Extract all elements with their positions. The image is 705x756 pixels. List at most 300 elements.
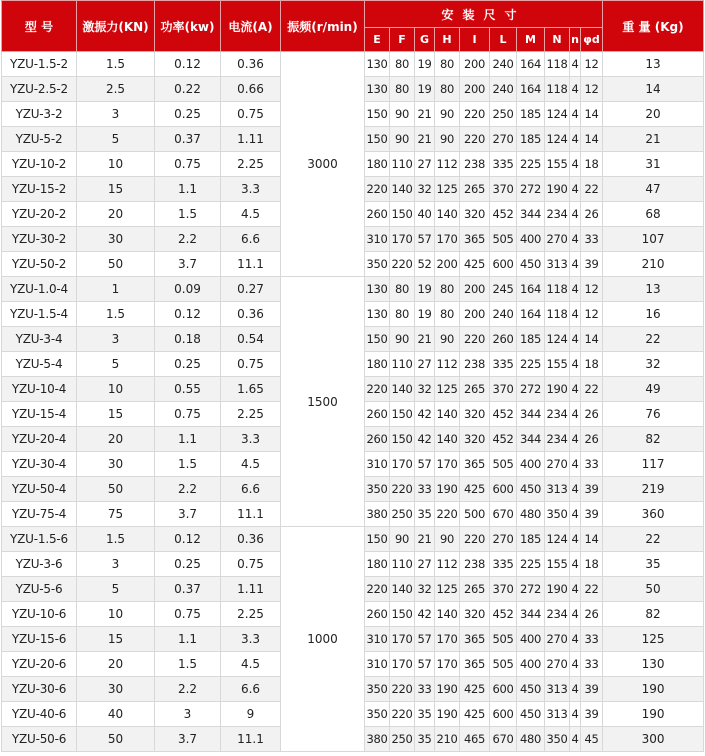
dimension-cell: 18 bbox=[581, 352, 603, 377]
weight-cell: 22 bbox=[603, 527, 704, 552]
dimension-cell: 90 bbox=[435, 327, 460, 352]
dimension-cell: 124 bbox=[545, 127, 570, 152]
dimension-cell: 272 bbox=[517, 177, 545, 202]
model-cell: YZU-1.5-2 bbox=[2, 52, 77, 77]
dimension-cell: 452 bbox=[490, 427, 517, 452]
dimension-cell: 26 bbox=[581, 427, 603, 452]
dimension-cell: 12 bbox=[581, 77, 603, 102]
dimension-cell: 4 bbox=[570, 102, 581, 127]
current-cell: 4.5 bbox=[221, 452, 281, 477]
current-cell: 1.11 bbox=[221, 577, 281, 602]
dimension-cell: 350 bbox=[365, 477, 390, 502]
dimension-cell: 313 bbox=[545, 702, 570, 727]
dimension-cell: 185 bbox=[517, 127, 545, 152]
dimension-cell: 600 bbox=[490, 252, 517, 277]
dimension-cell: 18 bbox=[581, 152, 603, 177]
dimension-cell: 12 bbox=[581, 302, 603, 327]
weight-cell: 82 bbox=[603, 602, 704, 627]
model-cell: YZU-10-6 bbox=[2, 602, 77, 627]
dimension-cell: 600 bbox=[490, 702, 517, 727]
power-cell: 3.7 bbox=[155, 502, 221, 527]
dimension-cell: 480 bbox=[517, 727, 545, 752]
dimension-cell: 600 bbox=[490, 677, 517, 702]
model-cell: YZU-50-6 bbox=[2, 727, 77, 752]
power-cell: 0.75 bbox=[155, 602, 221, 627]
dimension-cell: 57 bbox=[415, 627, 435, 652]
model-cell: YZU-15-2 bbox=[2, 177, 77, 202]
header-dim-9: φd bbox=[581, 28, 603, 52]
dimension-cell: 320 bbox=[460, 202, 490, 227]
power-cell: 2.2 bbox=[155, 677, 221, 702]
current-cell: 0.36 bbox=[221, 52, 281, 77]
table-row bbox=[2, 527, 704, 552]
force-cell: 30 bbox=[77, 227, 155, 252]
dimension-cell: 220 bbox=[365, 177, 390, 202]
power-cell: 0.37 bbox=[155, 577, 221, 602]
dimension-cell: 600 bbox=[490, 477, 517, 502]
dimension-cell: 39 bbox=[581, 677, 603, 702]
dimension-cell: 32 bbox=[415, 177, 435, 202]
dimension-cell: 112 bbox=[435, 152, 460, 177]
dimension-cell: 18 bbox=[581, 552, 603, 577]
dimension-cell: 190 bbox=[545, 177, 570, 202]
dimension-cell: 310 bbox=[365, 627, 390, 652]
force-cell: 50 bbox=[77, 477, 155, 502]
dimension-cell: 140 bbox=[390, 577, 415, 602]
model-cell: YZU-3-6 bbox=[2, 552, 77, 577]
power-cell: 1.1 bbox=[155, 177, 221, 202]
current-cell: 2.25 bbox=[221, 602, 281, 627]
power-cell: 1.1 bbox=[155, 427, 221, 452]
force-cell: 3 bbox=[77, 327, 155, 352]
current-cell: 11.1 bbox=[221, 727, 281, 752]
force-cell: 10 bbox=[77, 602, 155, 627]
weight-cell: 107 bbox=[603, 227, 704, 252]
dimension-cell: 505 bbox=[490, 227, 517, 252]
dimension-cell: 32 bbox=[415, 377, 435, 402]
dimension-cell: 4 bbox=[570, 52, 581, 77]
dimension-cell: 210 bbox=[435, 727, 460, 752]
dimension-cell: 344 bbox=[517, 602, 545, 627]
header-dim-5: L bbox=[490, 28, 517, 52]
weight-cell: 32 bbox=[603, 352, 704, 377]
dimension-cell: 220 bbox=[365, 577, 390, 602]
dimension-cell: 40 bbox=[415, 202, 435, 227]
dimension-cell: 57 bbox=[415, 652, 435, 677]
dimension-cell: 39 bbox=[581, 502, 603, 527]
force-cell: 2.5 bbox=[77, 77, 155, 102]
force-cell: 50 bbox=[77, 252, 155, 277]
model-cell: YZU-75-4 bbox=[2, 502, 77, 527]
dimension-cell: 265 bbox=[460, 177, 490, 202]
dimension-cell: 225 bbox=[517, 152, 545, 177]
dimension-cell: 170 bbox=[390, 627, 415, 652]
dimension-cell: 4 bbox=[570, 402, 581, 427]
force-cell: 50 bbox=[77, 727, 155, 752]
current-cell: 0.36 bbox=[221, 302, 281, 327]
dimension-cell: 220 bbox=[365, 377, 390, 402]
model-cell: YZU-50-4 bbox=[2, 477, 77, 502]
force-cell: 20 bbox=[77, 427, 155, 452]
power-cell: 0.12 bbox=[155, 52, 221, 77]
weight-cell: 16 bbox=[603, 302, 704, 327]
dimension-cell: 270 bbox=[545, 452, 570, 477]
dimension-cell: 4 bbox=[570, 527, 581, 552]
force-cell: 1.5 bbox=[77, 527, 155, 552]
dimension-cell: 505 bbox=[490, 627, 517, 652]
dimension-cell: 155 bbox=[545, 152, 570, 177]
dimension-cell: 270 bbox=[490, 127, 517, 152]
current-cell: 11.1 bbox=[221, 252, 281, 277]
dimension-cell: 155 bbox=[545, 552, 570, 577]
header-dim-0: E bbox=[365, 28, 390, 52]
dimension-cell: 130 bbox=[365, 302, 390, 327]
force-cell: 15 bbox=[77, 402, 155, 427]
power-cell: 1.5 bbox=[155, 452, 221, 477]
dimension-cell: 4 bbox=[570, 377, 581, 402]
dimension-cell: 90 bbox=[390, 527, 415, 552]
current-cell: 3.3 bbox=[221, 177, 281, 202]
header-force: 激振力(KN) bbox=[77, 1, 155, 52]
dimension-cell: 26 bbox=[581, 602, 603, 627]
dimension-cell: 400 bbox=[517, 652, 545, 677]
dimension-cell: 14 bbox=[581, 527, 603, 552]
weight-cell: 68 bbox=[603, 202, 704, 227]
dimension-cell: 124 bbox=[545, 327, 570, 352]
table-row bbox=[2, 52, 704, 77]
dimension-cell: 22 bbox=[581, 377, 603, 402]
dimension-cell: 260 bbox=[490, 327, 517, 352]
dimension-cell: 118 bbox=[545, 52, 570, 77]
dimension-cell: 170 bbox=[435, 652, 460, 677]
dimension-cell: 450 bbox=[517, 702, 545, 727]
dimension-cell: 350 bbox=[545, 727, 570, 752]
model-cell: YZU-15-6 bbox=[2, 627, 77, 652]
weight-cell: 219 bbox=[603, 477, 704, 502]
model-cell: YZU-5-2 bbox=[2, 127, 77, 152]
model-cell: YZU-10-2 bbox=[2, 152, 77, 177]
dimension-cell: 4 bbox=[570, 152, 581, 177]
weight-cell: 125 bbox=[603, 627, 704, 652]
dimension-cell: 260 bbox=[365, 427, 390, 452]
dimension-cell: 14 bbox=[581, 127, 603, 152]
model-cell: YZU-20-2 bbox=[2, 202, 77, 227]
power-cell: 0.12 bbox=[155, 527, 221, 552]
dimension-cell: 35 bbox=[415, 502, 435, 527]
dimension-cell: 190 bbox=[435, 677, 460, 702]
weight-cell: 210 bbox=[603, 252, 704, 277]
dimension-cell: 19 bbox=[415, 52, 435, 77]
power-cell: 1.5 bbox=[155, 652, 221, 677]
dimension-cell: 27 bbox=[415, 352, 435, 377]
header-install-dimensions: 安装尺寸 bbox=[365, 1, 603, 28]
header-dim-3: H bbox=[435, 28, 460, 52]
model-cell: YZU-1.5-6 bbox=[2, 527, 77, 552]
dimension-cell: 4 bbox=[570, 277, 581, 302]
model-cell: YZU-3-2 bbox=[2, 102, 77, 127]
dimension-cell: 4 bbox=[570, 227, 581, 252]
dimension-cell: 335 bbox=[490, 352, 517, 377]
dimension-cell: 150 bbox=[365, 327, 390, 352]
dimension-cell: 33 bbox=[581, 452, 603, 477]
dimension-cell: 670 bbox=[490, 727, 517, 752]
table-row bbox=[2, 277, 704, 302]
power-cell: 0.09 bbox=[155, 277, 221, 302]
model-cell: YZU-20-6 bbox=[2, 652, 77, 677]
dimension-cell: 313 bbox=[545, 477, 570, 502]
dimension-cell: 225 bbox=[517, 352, 545, 377]
power-cell: 0.75 bbox=[155, 402, 221, 427]
dimension-cell: 220 bbox=[460, 527, 490, 552]
weight-cell: 47 bbox=[603, 177, 704, 202]
dimension-cell: 220 bbox=[390, 677, 415, 702]
dimension-cell: 19 bbox=[415, 302, 435, 327]
header-dim-1: F bbox=[390, 28, 415, 52]
dimension-cell: 185 bbox=[517, 527, 545, 552]
dimension-cell: 118 bbox=[545, 277, 570, 302]
dimension-cell: 150 bbox=[365, 527, 390, 552]
dimension-cell: 452 bbox=[490, 202, 517, 227]
dimension-cell: 250 bbox=[490, 102, 517, 127]
power-cell: 3.7 bbox=[155, 727, 221, 752]
dimension-cell: 425 bbox=[460, 252, 490, 277]
dimension-cell: 118 bbox=[545, 302, 570, 327]
dimension-cell: 380 bbox=[365, 502, 390, 527]
dimension-cell: 57 bbox=[415, 227, 435, 252]
dimension-cell: 90 bbox=[390, 127, 415, 152]
header-weight: 重 量 (Kg) bbox=[603, 1, 704, 52]
dimension-cell: 4 bbox=[570, 302, 581, 327]
dimension-cell: 90 bbox=[435, 102, 460, 127]
header-power: 功率(kw) bbox=[155, 1, 221, 52]
dimension-cell: 505 bbox=[490, 452, 517, 477]
dimension-cell: 130 bbox=[365, 52, 390, 77]
dimension-cell: 80 bbox=[435, 302, 460, 327]
dimension-cell: 4 bbox=[570, 552, 581, 577]
dimension-cell: 250 bbox=[390, 502, 415, 527]
dimension-cell: 140 bbox=[435, 202, 460, 227]
dimension-cell: 125 bbox=[435, 577, 460, 602]
dimension-cell: 150 bbox=[390, 202, 415, 227]
dimension-cell: 200 bbox=[435, 252, 460, 277]
header-dim-4: I bbox=[460, 28, 490, 52]
force-cell: 10 bbox=[77, 377, 155, 402]
dimension-cell: 265 bbox=[460, 377, 490, 402]
dimension-cell: 110 bbox=[390, 152, 415, 177]
weight-cell: 190 bbox=[603, 702, 704, 727]
dimension-cell: 335 bbox=[490, 152, 517, 177]
force-cell: 1.5 bbox=[77, 302, 155, 327]
dimension-cell: 250 bbox=[390, 727, 415, 752]
dimension-cell: 220 bbox=[390, 702, 415, 727]
weight-cell: 13 bbox=[603, 277, 704, 302]
dimension-cell: 150 bbox=[390, 402, 415, 427]
dimension-cell: 14 bbox=[581, 102, 603, 127]
dimension-cell: 12 bbox=[581, 52, 603, 77]
dimension-cell: 313 bbox=[545, 252, 570, 277]
dimension-cell: 380 bbox=[365, 727, 390, 752]
dimension-cell: 112 bbox=[435, 552, 460, 577]
dimension-cell: 234 bbox=[545, 602, 570, 627]
dimension-cell: 45 bbox=[581, 727, 603, 752]
speed-cell: 3000 bbox=[281, 52, 365, 277]
dimension-cell: 27 bbox=[415, 552, 435, 577]
dimension-cell: 220 bbox=[390, 252, 415, 277]
dimension-cell: 33 bbox=[415, 677, 435, 702]
dimension-cell: 185 bbox=[517, 102, 545, 127]
force-cell: 3 bbox=[77, 552, 155, 577]
weight-cell: 22 bbox=[603, 327, 704, 352]
dimension-cell: 200 bbox=[460, 302, 490, 327]
dimension-cell: 19 bbox=[415, 77, 435, 102]
dimension-cell: 4 bbox=[570, 727, 581, 752]
current-cell: 2.25 bbox=[221, 152, 281, 177]
dimension-cell: 4 bbox=[570, 477, 581, 502]
dimension-cell: 33 bbox=[581, 652, 603, 677]
dimension-cell: 124 bbox=[545, 102, 570, 127]
dimension-cell: 180 bbox=[365, 152, 390, 177]
weight-cell: 117 bbox=[603, 452, 704, 477]
dimension-cell: 350 bbox=[365, 702, 390, 727]
dimension-cell: 90 bbox=[390, 102, 415, 127]
model-cell: YZU-20-4 bbox=[2, 427, 77, 452]
dimension-cell: 344 bbox=[517, 202, 545, 227]
dimension-cell: 220 bbox=[460, 127, 490, 152]
dimension-cell: 26 bbox=[581, 402, 603, 427]
dimension-cell: 22 bbox=[581, 577, 603, 602]
dimension-cell: 400 bbox=[517, 452, 545, 477]
dimension-cell: 4 bbox=[570, 652, 581, 677]
weight-cell: 360 bbox=[603, 502, 704, 527]
header-model: 型 号 bbox=[2, 1, 77, 52]
model-cell: YZU-50-2 bbox=[2, 252, 77, 277]
weight-cell: 35 bbox=[603, 552, 704, 577]
force-cell: 20 bbox=[77, 652, 155, 677]
dimension-cell: 260 bbox=[365, 402, 390, 427]
dimension-cell: 4 bbox=[570, 702, 581, 727]
force-cell: 40 bbox=[77, 702, 155, 727]
dimension-cell: 4 bbox=[570, 502, 581, 527]
dimension-cell: 350 bbox=[365, 252, 390, 277]
dimension-cell: 240 bbox=[490, 77, 517, 102]
dimension-cell: 260 bbox=[365, 602, 390, 627]
force-cell: 3 bbox=[77, 102, 155, 127]
dimension-cell: 39 bbox=[581, 702, 603, 727]
weight-cell: 190 bbox=[603, 677, 704, 702]
power-cell: 2.2 bbox=[155, 227, 221, 252]
dimension-cell: 425 bbox=[460, 477, 490, 502]
dimension-cell: 150 bbox=[365, 127, 390, 152]
dimension-cell: 4 bbox=[570, 427, 581, 452]
model-cell: YZU-3-4 bbox=[2, 327, 77, 352]
weight-cell: 130 bbox=[603, 652, 704, 677]
dimension-cell: 4 bbox=[570, 577, 581, 602]
dimension-cell: 270 bbox=[545, 652, 570, 677]
force-cell: 15 bbox=[77, 177, 155, 202]
current-cell: 0.27 bbox=[221, 277, 281, 302]
dimension-cell: 200 bbox=[460, 52, 490, 77]
dimension-cell: 265 bbox=[460, 577, 490, 602]
dimension-cell: 452 bbox=[490, 402, 517, 427]
force-cell: 75 bbox=[77, 502, 155, 527]
power-cell: 0.25 bbox=[155, 552, 221, 577]
power-cell: 0.25 bbox=[155, 102, 221, 127]
dimension-cell: 4 bbox=[570, 352, 581, 377]
force-cell: 10 bbox=[77, 152, 155, 177]
dimension-cell: 465 bbox=[460, 727, 490, 752]
dimension-cell: 234 bbox=[545, 427, 570, 452]
dimension-cell: 500 bbox=[460, 502, 490, 527]
dimension-cell: 190 bbox=[435, 477, 460, 502]
power-cell: 0.25 bbox=[155, 352, 221, 377]
dimension-cell: 190 bbox=[545, 377, 570, 402]
dimension-cell: 170 bbox=[390, 652, 415, 677]
model-cell: YZU-1.0-4 bbox=[2, 277, 77, 302]
dimension-cell: 42 bbox=[415, 402, 435, 427]
dimension-cell: 26 bbox=[581, 202, 603, 227]
dimension-cell: 225 bbox=[517, 552, 545, 577]
header-dim-8: n bbox=[570, 28, 581, 52]
current-cell: 6.6 bbox=[221, 227, 281, 252]
dimension-cell: 310 bbox=[365, 452, 390, 477]
dimension-cell: 33 bbox=[581, 627, 603, 652]
dimension-cell: 164 bbox=[517, 302, 545, 327]
dimension-cell: 200 bbox=[460, 77, 490, 102]
dimension-cell: 21 bbox=[415, 102, 435, 127]
dimension-cell: 400 bbox=[517, 627, 545, 652]
dimension-cell: 90 bbox=[435, 527, 460, 552]
power-cell: 0.75 bbox=[155, 152, 221, 177]
dimension-cell: 180 bbox=[365, 552, 390, 577]
dimension-cell: 170 bbox=[435, 227, 460, 252]
dimension-cell: 4 bbox=[570, 127, 581, 152]
dimension-cell: 80 bbox=[390, 277, 415, 302]
weight-cell: 50 bbox=[603, 577, 704, 602]
force-cell: 5 bbox=[77, 352, 155, 377]
dimension-cell: 365 bbox=[460, 452, 490, 477]
dimension-cell: 370 bbox=[490, 577, 517, 602]
header-dim-2: G bbox=[415, 28, 435, 52]
dimension-cell: 272 bbox=[517, 577, 545, 602]
force-cell: 5 bbox=[77, 577, 155, 602]
dimension-cell: 125 bbox=[435, 177, 460, 202]
dimension-cell: 320 bbox=[460, 402, 490, 427]
dimension-cell: 35 bbox=[415, 702, 435, 727]
dimension-cell: 370 bbox=[490, 377, 517, 402]
dimension-cell: 110 bbox=[390, 552, 415, 577]
dimension-cell: 310 bbox=[365, 227, 390, 252]
speed-cell: 1000 bbox=[281, 527, 365, 752]
dimension-cell: 125 bbox=[435, 377, 460, 402]
dimension-cell: 164 bbox=[517, 52, 545, 77]
header-dim-7: N bbox=[545, 28, 570, 52]
dimension-cell: 320 bbox=[460, 427, 490, 452]
force-cell: 5 bbox=[77, 127, 155, 152]
dimension-cell: 190 bbox=[435, 702, 460, 727]
dimension-cell: 245 bbox=[490, 277, 517, 302]
current-cell: 1.11 bbox=[221, 127, 281, 152]
dimension-cell: 140 bbox=[435, 602, 460, 627]
weight-cell: 76 bbox=[603, 402, 704, 427]
dimension-cell: 185 bbox=[517, 327, 545, 352]
current-cell: 0.36 bbox=[221, 527, 281, 552]
model-cell: YZU-15-4 bbox=[2, 402, 77, 427]
dimension-cell: 140 bbox=[390, 377, 415, 402]
weight-cell: 20 bbox=[603, 102, 704, 127]
dimension-cell: 4 bbox=[570, 627, 581, 652]
dimension-cell: 140 bbox=[435, 402, 460, 427]
dimension-cell: 238 bbox=[460, 552, 490, 577]
